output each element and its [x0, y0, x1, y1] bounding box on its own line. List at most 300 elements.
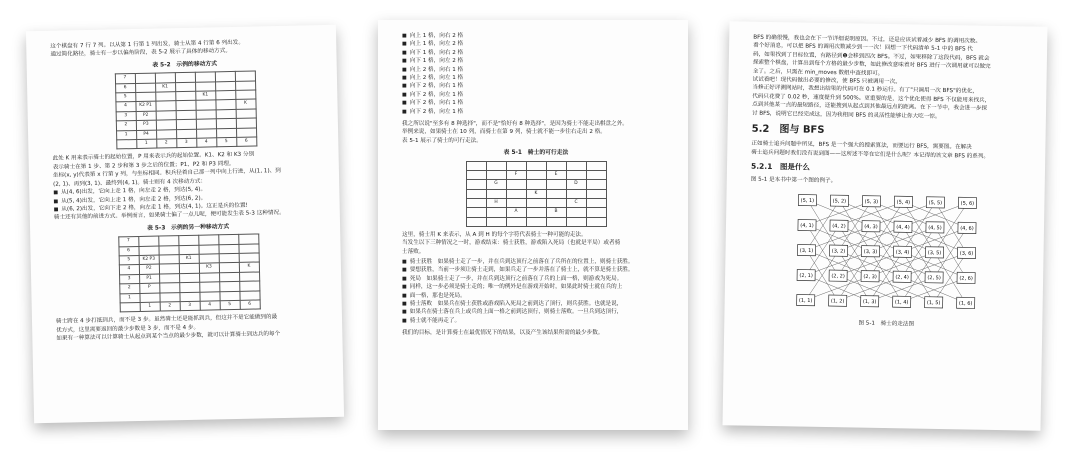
table-cell [216, 109, 236, 119]
table-cell [159, 273, 179, 283]
graph-node [798, 220, 816, 231]
move-item: ■ 向上 1 格，向右 2 格 [402, 32, 670, 40]
graph-node [958, 222, 976, 233]
table-cell [235, 71, 255, 81]
table-cell [235, 90, 255, 100]
text-line: (2, 1)、再到(3, 1)、最终到(4, 1)。骑士则有 4 次移动方式： [53, 178, 207, 188]
table-row [466, 170, 606, 179]
table-cell: 7 [118, 237, 138, 247]
graph-node [829, 270, 847, 281]
table-cell [195, 81, 215, 91]
table-cell: 6 [236, 137, 256, 147]
table-cell: P3 [136, 120, 156, 130]
graph-node [957, 297, 975, 308]
text-line: 讨 BFS，说明它已经完成这，因为我相同 BFS 的灵活性能够让你大吃一惊。 [751, 110, 941, 120]
table-cell [486, 161, 506, 170]
text-line: 骑士追兵问题时我们没有说到图——这所述不等在它们是什么呢？本记得的该文章 BFS 的系列。 [751, 149, 990, 160]
table-cell [215, 100, 235, 110]
table-cell [486, 170, 506, 179]
graph-node-label: (1, 1) [798, 297, 813, 305]
table-cell: 1 [116, 130, 136, 140]
text-line: BFS 的确很慢，我也会在下一节详细说明原因。不过，还是应该试着减少 BFS 的调用次数。 [753, 34, 982, 45]
table-cell [199, 282, 219, 292]
graph-node [862, 196, 880, 207]
table-cell [586, 161, 606, 170]
graph-node [861, 271, 879, 282]
table-cell [179, 282, 199, 292]
graph-node-label: (4, 2) [832, 223, 846, 230]
table-cell: P4 [136, 130, 156, 140]
text-line: 这个棋盘有 7 行 7 列。以从第 1 行第 1 列出发，骑士从第 4 行第 6 列出发。 [50, 39, 245, 50]
paragraph [402, 231, 670, 256]
table-cell: P [139, 283, 159, 293]
bullet-item: ■ 从(5, 4)出发，它向上走 1 格，向左走 2 格，到达(6, 2)。 [53, 192, 321, 206]
table-cell [566, 170, 586, 179]
graph-node-label: (5, 6) [960, 200, 975, 207]
table-cell [566, 208, 586, 217]
table-cell [178, 245, 198, 255]
table-cell [196, 119, 216, 129]
table-row [466, 161, 606, 170]
graph-node [861, 296, 879, 307]
graph-node-label: (2, 3) [863, 274, 877, 281]
table-cell: G [486, 180, 506, 189]
move-list [402, 32, 670, 116]
graph-node-label: (3, 1) [799, 247, 814, 255]
table-row [466, 208, 606, 217]
table-cell: 3 [180, 301, 200, 311]
graph-node-label: (1, 5) [926, 300, 941, 307]
table-cell [526, 217, 546, 226]
section-title: 5.2 图与 BFS [751, 123, 825, 136]
table-cell [466, 217, 486, 226]
table-cell [546, 180, 566, 189]
table-cell [159, 255, 179, 265]
table-cell [139, 293, 159, 303]
outcome-item: ■ 骑士就不能再走了。 [402, 317, 670, 325]
table-cell: 6 [115, 83, 135, 93]
graph-node-label: (1, 3) [862, 299, 877, 306]
table-cell [116, 140, 136, 150]
text-line: 当发生以下三种情况之一时，游戏结束：骑士获胜，游戏陷入死局（也就是平局）或者骑 [402, 240, 621, 247]
table-cell [239, 291, 259, 301]
graph-node-label: (5, 4) [896, 199, 911, 206]
table-cell [586, 208, 606, 217]
table-cell [236, 118, 256, 128]
figure-caption: 图 5-1 骑士的走法图 [858, 320, 915, 328]
table-cell: 6 [118, 246, 138, 256]
table-cell [156, 129, 176, 139]
table-cell: K [526, 189, 546, 198]
graph-node-label: (2, 5) [927, 275, 941, 282]
table-cell [506, 198, 526, 207]
table-cell [526, 208, 546, 217]
move-table [114, 71, 257, 150]
table-cell [175, 91, 195, 101]
table-cell [158, 245, 178, 255]
text-line: 看个好消息，可以把 BFS 的调用次数减少到一一次！回想一下代码清单 5-1 中的 BFS 代 [753, 43, 973, 53]
text-line: 探索整个棋盘，计算出到每个方格的最少步数，如此修改意味着对 BFS 进行一次调用就可以做完 [752, 59, 991, 71]
table-cell [158, 236, 178, 246]
table-cell [175, 72, 195, 82]
table-cell [198, 244, 218, 254]
table-cell [586, 198, 606, 207]
table-cell: K [239, 262, 259, 272]
table-cell: 2 [116, 121, 136, 131]
paragraph-bottom [56, 312, 324, 343]
graph-node [957, 272, 975, 283]
text-line: 举例来说，如果骑士在 10 列，而骑士在第 9 列，骑士就不能一步往右走出 2 格。 [402, 129, 606, 136]
table-cell: 1 [136, 139, 156, 149]
paragraph [402, 120, 670, 145]
move-item: ■ 向上 2 格，向右 1 格 [402, 66, 670, 74]
table-cell: P1 [139, 274, 159, 284]
graph-node [861, 246, 879, 257]
move-item: ■ 向上 1 格，向左 2 格 [402, 40, 670, 48]
outcome-item: ■ 死局 如果骑士走了一步，并在兵到达顶行之前落在了兵的上面一格，则游戏为死局。 [402, 275, 670, 283]
table-cell: K1 [155, 82, 175, 92]
table-cell [218, 244, 238, 254]
graph-node [797, 295, 815, 306]
text-line: 骑士跨在 4 步打抵到兵，而不是 3 步。虽然骑士还是能抓到兵，但这并不是它能做到的最 [55, 314, 278, 326]
move-item: ■ 向下 2 格，向左 1 格 [402, 91, 670, 99]
table-cell [138, 246, 158, 256]
table-cell [179, 292, 199, 302]
table-cell [120, 302, 140, 312]
book-page-middle [378, 20, 688, 430]
table-cell [219, 282, 239, 292]
paragraph-line: 我们的目标，是计算骑士在最优情况下的结果，以及产生该结果所需的最少步数。 [402, 330, 604, 337]
move-item: ■ 向上 2 格，向左 1 格 [402, 74, 670, 82]
table-cell [466, 198, 486, 207]
table-cell [216, 128, 236, 138]
table-cell [155, 101, 175, 111]
table-cell: A [506, 208, 526, 217]
graph-node-label: (5, 3) [864, 199, 879, 206]
table-cell [586, 180, 606, 189]
table-cell [159, 292, 179, 302]
table-cell: 3 [176, 138, 196, 148]
text-line: 当修正好评测网站时，我想出结果的代码可在 0.1 秒运行。有了"只调用一次 BFS"的优化， [752, 85, 979, 96]
table-cell [238, 234, 258, 244]
table-cell [566, 217, 586, 226]
outcome-item: ■ 面一格，那也是死局。 [402, 292, 670, 300]
graph-node-label: (4, 6) [960, 225, 974, 232]
table-cell [239, 253, 259, 263]
table-cell [176, 120, 196, 130]
table-cell: 7 [115, 74, 135, 84]
table-cell [546, 198, 566, 207]
table-cell: 4 [119, 265, 139, 275]
table-cell: 6 [240, 300, 260, 310]
table-cell [239, 272, 259, 282]
table-cell [466, 208, 486, 217]
table-cell [155, 73, 175, 83]
graph-node [798, 195, 816, 206]
graph-node [926, 197, 944, 208]
table-cell: E [546, 170, 566, 179]
graph-node-label: (4, 3) [864, 224, 878, 231]
table-cell: K1 [195, 91, 215, 101]
table-cell [506, 161, 526, 170]
table-cell: 1 [140, 302, 160, 312]
paragraph-line: 骑士还有其他的前进方式。举例而言，如果骑士偏了一点儿呢，便可能发生表 5-3 这种情况。 [53, 210, 285, 222]
table-cell [236, 109, 256, 119]
table-cell [546, 217, 566, 226]
graph-node-label: (2, 2) [831, 273, 845, 280]
table-cell [216, 119, 236, 129]
table-cell: 5 [216, 137, 236, 147]
table-cell [179, 273, 199, 283]
graph-node-label: (4, 4) [896, 224, 910, 231]
table-caption: 表 5-2 示例的移动方式 [152, 61, 218, 69]
graph-node [830, 220, 848, 231]
table-cell [135, 92, 155, 102]
table-cell [486, 189, 506, 198]
table-caption: 表 5-3 示例的另一种移动方式 [146, 223, 230, 232]
table-row [466, 180, 606, 189]
table-cell [156, 120, 176, 130]
subsection-title: 5.2.1 图是什么 [750, 161, 810, 172]
table-cell [215, 90, 235, 100]
table-cell [219, 272, 239, 282]
table-cell: C [566, 198, 586, 207]
table-cell [175, 82, 195, 92]
bullet-item: ■ 从(6, 2)出发，它向下走 2 格，向左走 1 格，到达(4, 1)。这正是兵的位置! [54, 200, 322, 214]
table-cell [196, 110, 216, 120]
table-cell [546, 189, 566, 198]
table-cell: D [566, 180, 586, 189]
graph-node [893, 246, 911, 257]
table-cell: 2 [160, 302, 180, 312]
table-cell [199, 273, 219, 283]
table-cell [526, 161, 546, 170]
table-cell [178, 235, 198, 245]
table-cell [586, 170, 606, 179]
table-cell [175, 101, 195, 111]
table-cell [218, 235, 238, 245]
graph-node [829, 245, 847, 256]
move-item: ■ 向下 1 格，向右 2 格 [402, 49, 670, 57]
table-cell [176, 129, 196, 139]
text-line: 我之所以说"至多有 8 种选择"，而不是"恰好有 8 种选择"，是因为骑士不能走出棋盘之外。 [402, 121, 628, 128]
table-cell: K1 [179, 254, 199, 264]
table-cell: 4 [196, 138, 216, 148]
text-line: 表示骑士在第 1 步、第 2 步和第 3 步之后的位置；P1、P2 和 P3 同理。 [52, 160, 235, 171]
table-cell [526, 170, 546, 179]
text-line: 通过简化路径，骑士有一步以偏角阶段，表 5-2 展示了具体的移动方式。 [50, 48, 231, 59]
table-cell [176, 110, 196, 120]
graph-node [830, 195, 848, 206]
table-cell [466, 170, 486, 179]
table-caption: 表 5-1 骑士的可行走法 [503, 150, 569, 157]
graph-node [957, 247, 975, 258]
graph-node-label: (3, 3) [863, 249, 878, 256]
table-cell [566, 189, 586, 198]
text-line: 如果有一种算法可以计算骑士从起点到某个当点的最少步数，就可以计算骑士到达兵的每个 [56, 331, 281, 342]
text-line: 代码只花费了 0.02 秒，速度提升到 500%。更重要的是，这个优化使得 BFS 不仅能用来找兵， [752, 93, 991, 104]
table-cell: B [546, 208, 566, 217]
table-cell [506, 189, 526, 198]
table-cell [506, 180, 526, 189]
table-row [116, 137, 256, 149]
table-cell [159, 283, 179, 293]
book-page-right [722, 21, 1047, 430]
table-cell [199, 291, 219, 301]
text-line: 点到其他某一点的最短路径，还能搜到从起点到其他最远点的距离。在下一节中，我会进一步探 [752, 101, 988, 113]
graph-node-label: (5, 1) [800, 197, 815, 205]
outcome-item: ■ 骑士落败 如果兵在骑士获胜或游戏陷入死局之前到达了顶行，则兵获胜。也就是说， [402, 300, 670, 308]
graph-node-label: (4, 1) [800, 222, 814, 230]
section-paragraph [751, 140, 1027, 162]
table-cell [179, 264, 199, 274]
graph-node-label: (3, 4) [895, 249, 910, 256]
graph-node [797, 270, 815, 281]
text-line: 试试看吧！现代码做出必要的修改，使 BFS 只被调用一次。 [752, 76, 901, 86]
outcome-item: ■ 要想获胜，当前一步须让骑士走到，如果兵走了一步并落在了骑士上，就不算是骑士获胜。 [402, 266, 670, 274]
table-cell [219, 253, 239, 263]
table-cell: 3 [116, 111, 136, 121]
graph-node-label: (1, 2) [830, 298, 845, 305]
graph-node-label: (5, 5) [928, 200, 943, 207]
text-line: 表 5-1 展示了骑士的可行走法。 [402, 137, 482, 144]
table-cell [466, 180, 486, 189]
paragraph-top [50, 37, 318, 59]
table-cell [215, 72, 235, 82]
bullet-item: ■ 从(4, 6)出发，它向上走 1 格，向左走 2 格，到达(5, 4)。 [53, 183, 321, 197]
graph-node-label: (1, 6) [958, 300, 973, 307]
table-row [466, 198, 606, 207]
graph-node-label: (3, 5) [927, 250, 942, 257]
table-row [466, 217, 606, 226]
graph-node [894, 221, 912, 232]
text-line: 码，如果找到了目标位置，有路径到❶会移到四次 BFS。不过，如果移除了这段代码，BFS 就会 [752, 51, 990, 62]
graph-node [926, 222, 944, 233]
table-cell [135, 83, 155, 93]
text-line: 士落败。 [402, 248, 425, 255]
table-cell [195, 100, 215, 110]
graph-node-label: (1, 4) [894, 299, 909, 306]
table-cell [138, 236, 158, 246]
move-table [118, 234, 261, 313]
text-line: 优方式，这里需要返回的最少步数是 3 步，而不是 4 步。 [56, 324, 200, 334]
table-cell: K3 [199, 263, 219, 273]
table-cell [159, 264, 179, 274]
graph-node [797, 245, 815, 256]
table-cell [526, 198, 546, 207]
table-cell [195, 72, 215, 82]
graph-node-label: (4, 5) [928, 225, 942, 232]
outcome-item: ■ 骑士获胜 如果骑士走了一步，并在兵到达顶行之前落在了兵所在的位置上，则骑士获胜。 [402, 258, 670, 266]
table-cell: P2 [136, 111, 156, 121]
move-item: ■ 向下 1 格，向左 2 格 [402, 57, 670, 65]
table-cell [486, 208, 506, 217]
table-cell [466, 189, 486, 198]
table-cell [566, 161, 586, 170]
graph-node [893, 296, 911, 307]
graph-node-label: (2, 6) [959, 275, 973, 282]
table-cell [526, 180, 546, 189]
table-cell [196, 128, 216, 138]
table-cell: K2 P1 [135, 102, 155, 112]
outcome-list [402, 258, 670, 325]
table-cell: 5 [119, 255, 139, 265]
move-item: ■ 向下 2 格，向右 1 格 [402, 82, 670, 90]
table-cell [156, 111, 176, 121]
table-cell: K2 P3 [139, 255, 159, 265]
table-cell [235, 81, 255, 91]
move-item: ■ 向下 2 格，向右 1 格 [402, 99, 670, 107]
outcome-item: ■ 同样，这一步必须是骑士走的；唯一的例外是在游戏开始时，如果此时骑士就在兵的上 [402, 283, 670, 291]
graph-node [893, 271, 911, 282]
move-item: ■ 向下 2 格，向左 1 格 [402, 108, 670, 116]
table-cell [586, 217, 606, 226]
graph-node [925, 297, 943, 308]
table-cell [199, 254, 219, 264]
text-line: 此处 K 用来表示骑士的起始位置，P 用来表示兵的起始位置。K1、K2 和 K3 分别 [52, 152, 255, 163]
table-cell: H [486, 198, 506, 207]
knight-graph-figure [791, 190, 983, 318]
graph-node-label: (3, 6) [959, 250, 974, 257]
text-line: 坐标(x, y)代表第 x 行第 y 列，与坐标相同。积兵径着自己那一列中向上行进，从(1, 1)、到 [52, 168, 281, 180]
table-cell: 3 [119, 274, 139, 284]
table-cell [219, 291, 239, 301]
text-line: 全了。之后，只需在 min_moves 数组中查找即可。 [752, 68, 884, 77]
table-cell [486, 217, 506, 226]
table-cell: 5 [220, 300, 240, 310]
table-cell: 5 [115, 93, 135, 103]
table-cell: K [235, 99, 255, 109]
table-cell [215, 81, 235, 91]
table-cell [586, 189, 606, 198]
graph-node-label: (5, 2) [832, 198, 847, 205]
graph-node-label: (3, 2) [831, 248, 846, 255]
text-line: 这里，骑士用 K 来表示，从 A 到 H 的每个字符代表骑士一种可能的走法。 [402, 231, 587, 238]
graph-node [925, 272, 943, 283]
graph-node [925, 247, 943, 258]
table-cell [506, 217, 526, 226]
table-cell [219, 263, 239, 273]
knight-moves-table [466, 161, 607, 227]
table-row [466, 189, 606, 198]
book-page-left [26, 25, 344, 423]
text-line: 正如骑士追兵问题中所见，BFS 是一个强大的搜索算法，而要运行 BFS，需要图。在解决 [751, 141, 972, 151]
table-cell [135, 73, 155, 83]
table-cell [198, 235, 218, 245]
table-cell: 2 [119, 284, 139, 294]
table-cell [239, 281, 259, 291]
table-cell: 2 [156, 139, 176, 149]
table-row [120, 300, 260, 312]
table-cell [546, 161, 566, 170]
graph-node-label: (2, 1) [799, 272, 813, 280]
table-cell: P2 [139, 264, 159, 274]
table-cell: 4 [115, 102, 135, 112]
graph-node [958, 197, 976, 208]
graph-node-label: (2, 4) [895, 274, 909, 281]
table-cell [236, 128, 256, 138]
paragraph-top [752, 34, 1029, 123]
table-cell [155, 92, 175, 102]
table-cell [238, 243, 258, 253]
graph-node [829, 295, 847, 306]
paragraph-mid [53, 150, 322, 189]
table-cell [466, 161, 486, 170]
table-cell: 4 [200, 301, 220, 311]
outcome-item: ■ 如果兵在骑士落在兵上或兵的上面一格之前到达顶行，则骑士落败。一旦兵到达顶行， [402, 308, 670, 316]
table-cell: 1 [119, 293, 139, 303]
graph-node [862, 221, 880, 232]
